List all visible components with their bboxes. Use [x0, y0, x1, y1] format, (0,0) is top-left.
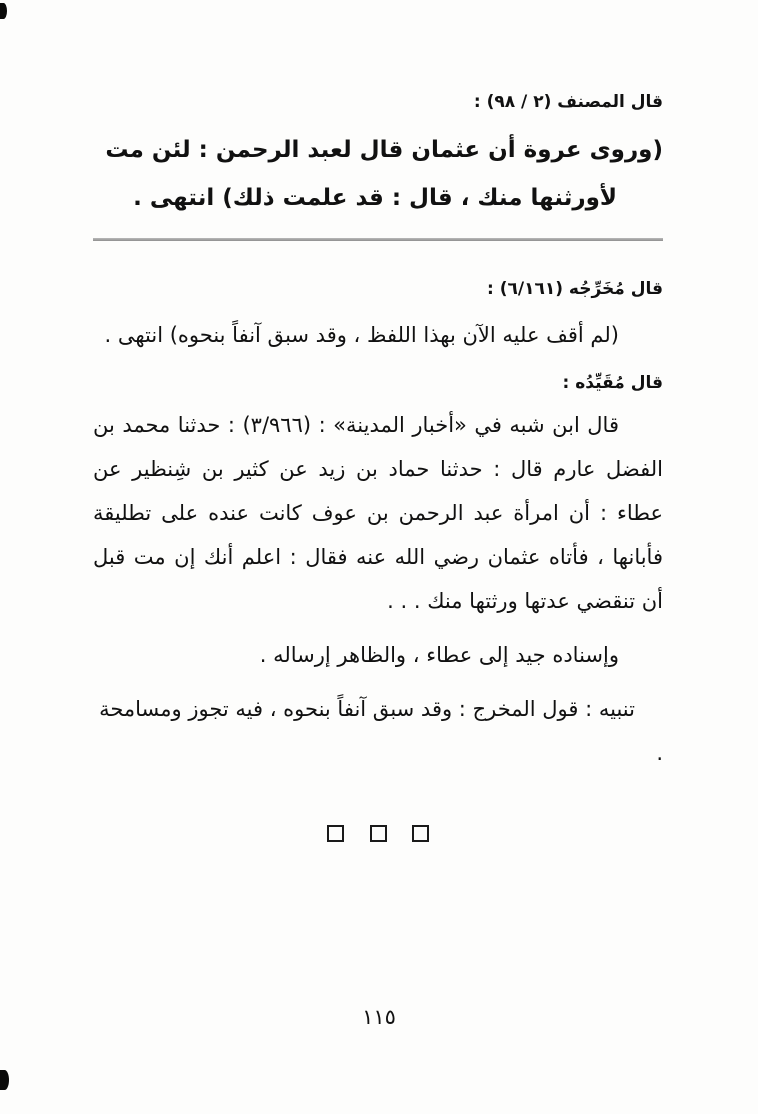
page-number: ١١٥: [362, 1005, 396, 1029]
muqayyid-paragraph: قال ابن شبه في «أخبار المدينة» : (٣/٩٦٦) : حدثنا محمد بن الفضل عارم قال : حدثنا حماد بن زيد عن كثير بن شِنظير عن عطاء : أن امرأة عبد الرحمن بن عوف كانت عنده على تطليقة فأبانها ، فأتاه عثمان رضي الله عنه فقال : اعلم أنك إن مت قبل أن تنقضي عدتها ورثتها منك . . .: [93, 413, 663, 613]
isnad-note: وإسناده جيد إلى عطاء ، والظاهر إرساله .: [259, 643, 619, 667]
square-icon: [327, 825, 344, 842]
end-ornament: [93, 823, 663, 842]
page-content: [93, 92, 663, 842]
scan-artifact-top: [0, 3, 7, 19]
heading-mukharrij: قال مُخَرِّجُه (٦/١٦١) :: [486, 279, 663, 299]
section-divider: [93, 238, 663, 241]
square-icon: [412, 825, 429, 842]
square-icon: [370, 825, 387, 842]
musannif-quote: (وروى عروة أن عثمان قال لعبد الرحمن : لئن مت لأورثنها منك ، قال : قد علمت ذلك) انتهى .: [105, 137, 663, 211]
heading-muqayyid: قال مُقَيِّدُه :: [562, 373, 663, 393]
mukharrij-text: (لم أقف عليه الآن بهذا اللفظ ، وقد سبق آنفاً بنحوه) انتهى .: [104, 323, 619, 347]
heading-musannif: قال المصنف (٢ / ٩٨) :: [473, 92, 663, 112]
tanbih-note: تنبيه : قول المخرج : وقد سبق آنفاً بنحوه ، فيه تجوز ومسامحة .: [99, 697, 663, 765]
scan-artifact-bottom: [0, 1070, 9, 1090]
